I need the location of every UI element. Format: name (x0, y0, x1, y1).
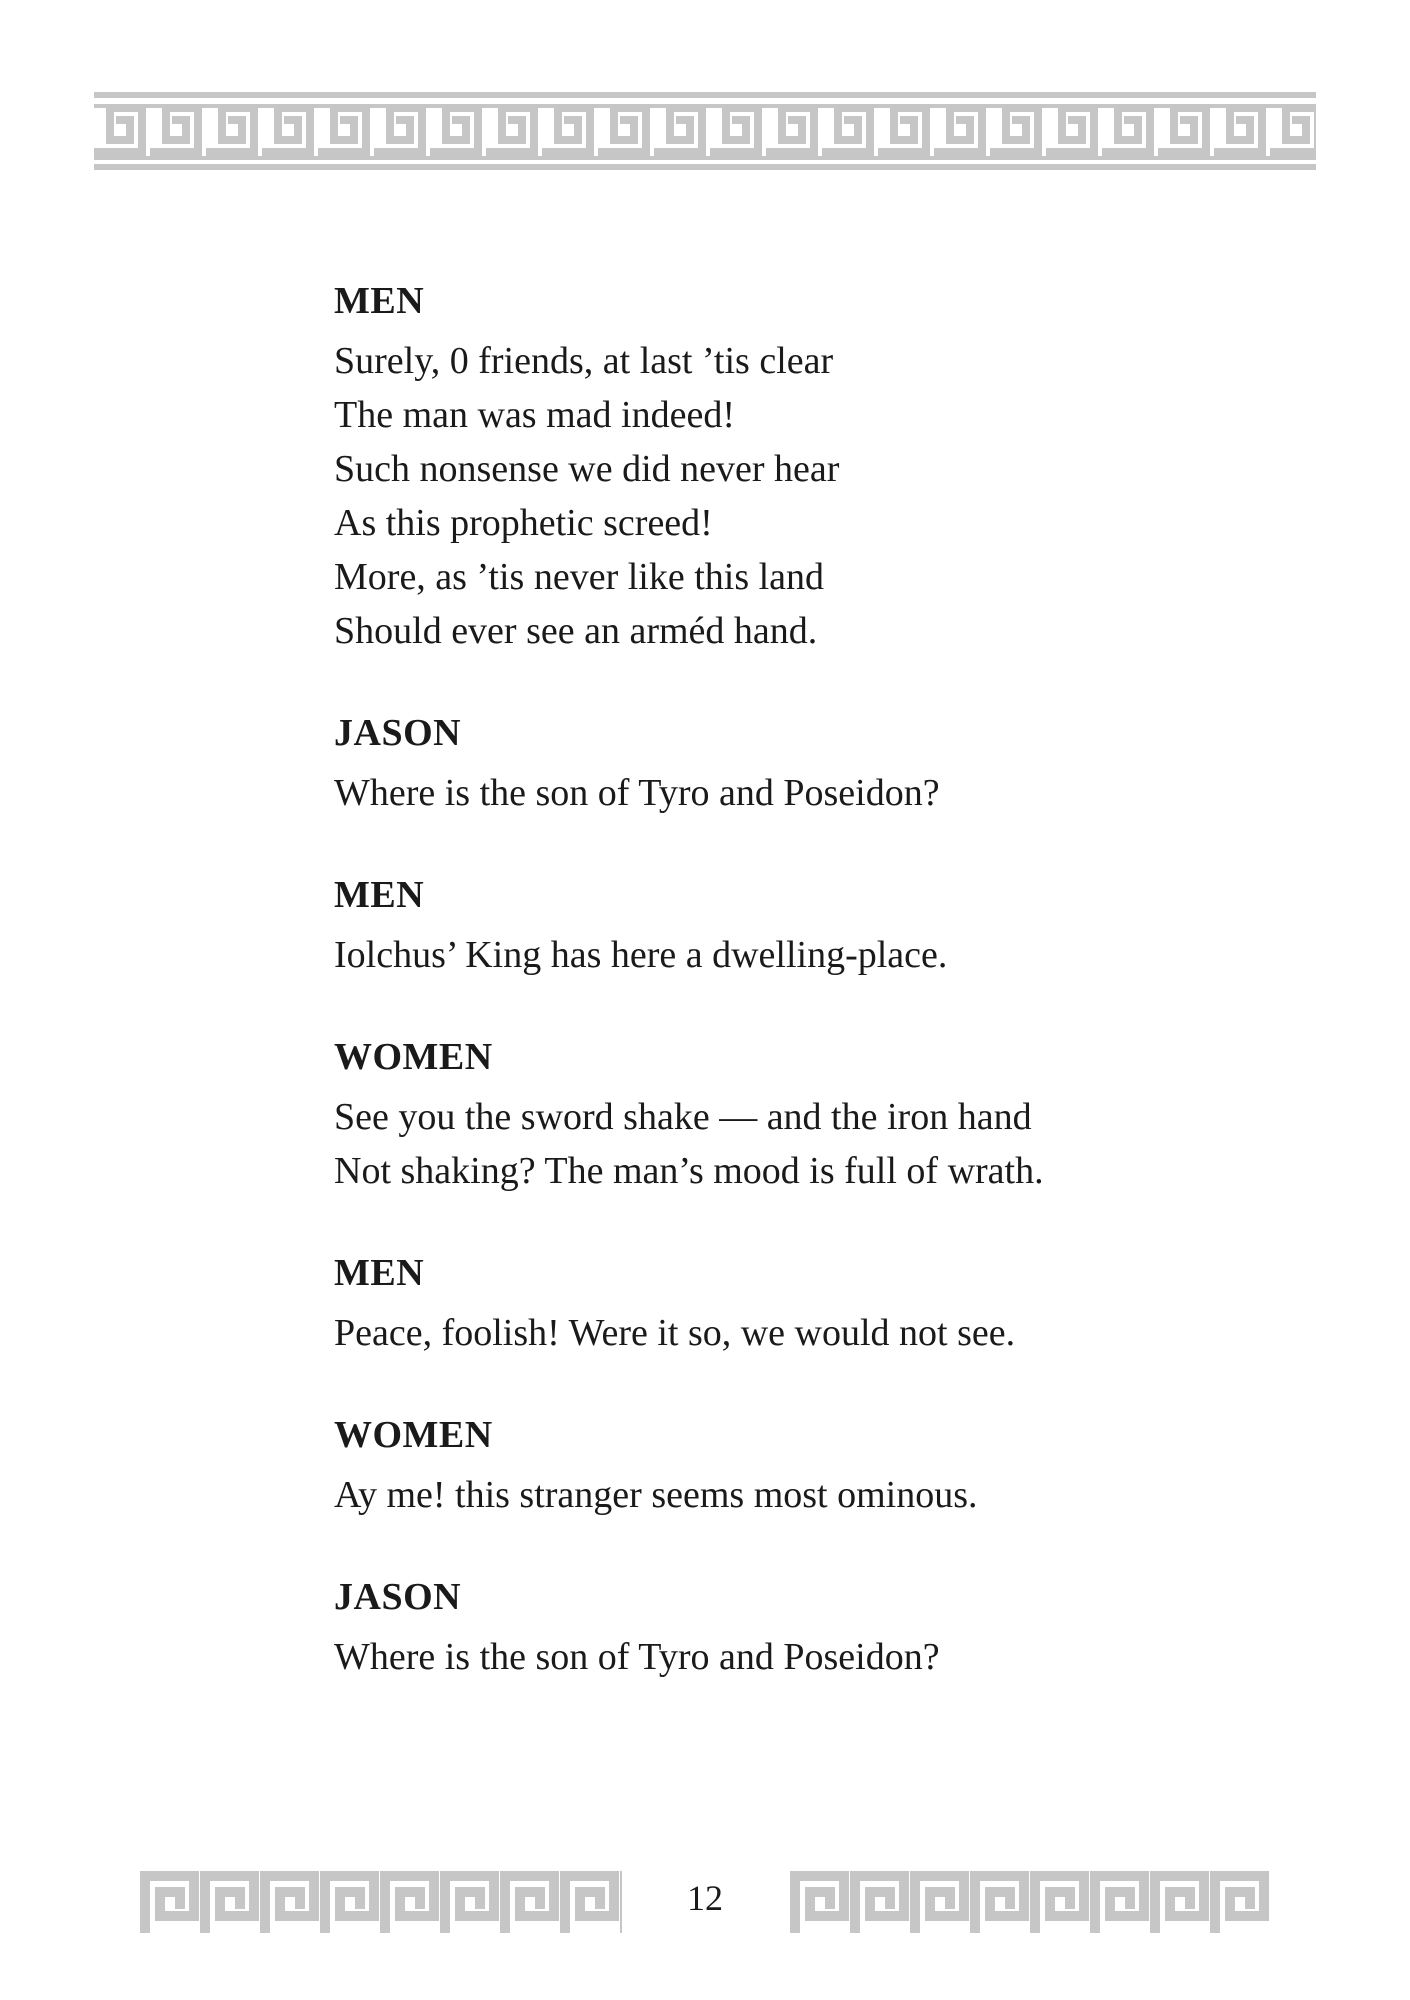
speech-block (334, 272, 1214, 658)
dialogue-line: Not shaking? The man’s mood is full of wrath. (334, 1150, 1044, 1192)
script-body (334, 272, 1214, 1730)
speech-block (334, 704, 1214, 820)
dialogue-line: Should ever see an arméd hand. (334, 610, 818, 652)
dialogue-line: Peace, foolish! Were it so, we would not see. (334, 1312, 1016, 1354)
dialogue-line: Ay me! this stranger seems most ominous. (334, 1474, 978, 1516)
dialogue-line: The man was mad indeed! (334, 394, 735, 436)
speaker-name: WOMEN (334, 1414, 493, 1456)
speaker-name: JASON (334, 1576, 462, 1618)
speaker-name: MEN (334, 280, 425, 322)
dialogue-line: See you the sword shake — and the iron hand (334, 1096, 1032, 1138)
dialogue-line: Where is the son of Tyro and Poseidon? (334, 1636, 940, 1678)
greek-key-footer-left-icon (140, 1870, 622, 1934)
dialogue-line: Surely, 0 friends, at last ’tis clear (334, 340, 834, 382)
dialogue-line: Such nonsense we did never hear (334, 448, 840, 490)
greek-key-border-icon (94, 92, 1316, 172)
dialogue-line: Iolchus’ King has here a dwelling-place. (334, 934, 948, 976)
speech-block (334, 866, 1214, 982)
dialogue-line: Where is the son of Tyro and Poseidon? (334, 772, 940, 814)
speaker-name: MEN (334, 1252, 425, 1294)
speech-block (334, 1406, 1214, 1522)
greek-key-footer-right-icon (790, 1870, 1270, 1934)
speaker-name: JASON (334, 712, 462, 754)
dialogue-line: As this prophetic screed! (334, 502, 713, 544)
speech-block (334, 1568, 1214, 1684)
speech-block (334, 1028, 1214, 1198)
page-number: 12 (687, 1878, 723, 1918)
speaker-name: MEN (334, 874, 425, 916)
speaker-name: WOMEN (334, 1036, 493, 1078)
speech-block (334, 1244, 1214, 1360)
dialogue-line: More, as ’tis never like this land (334, 556, 825, 598)
